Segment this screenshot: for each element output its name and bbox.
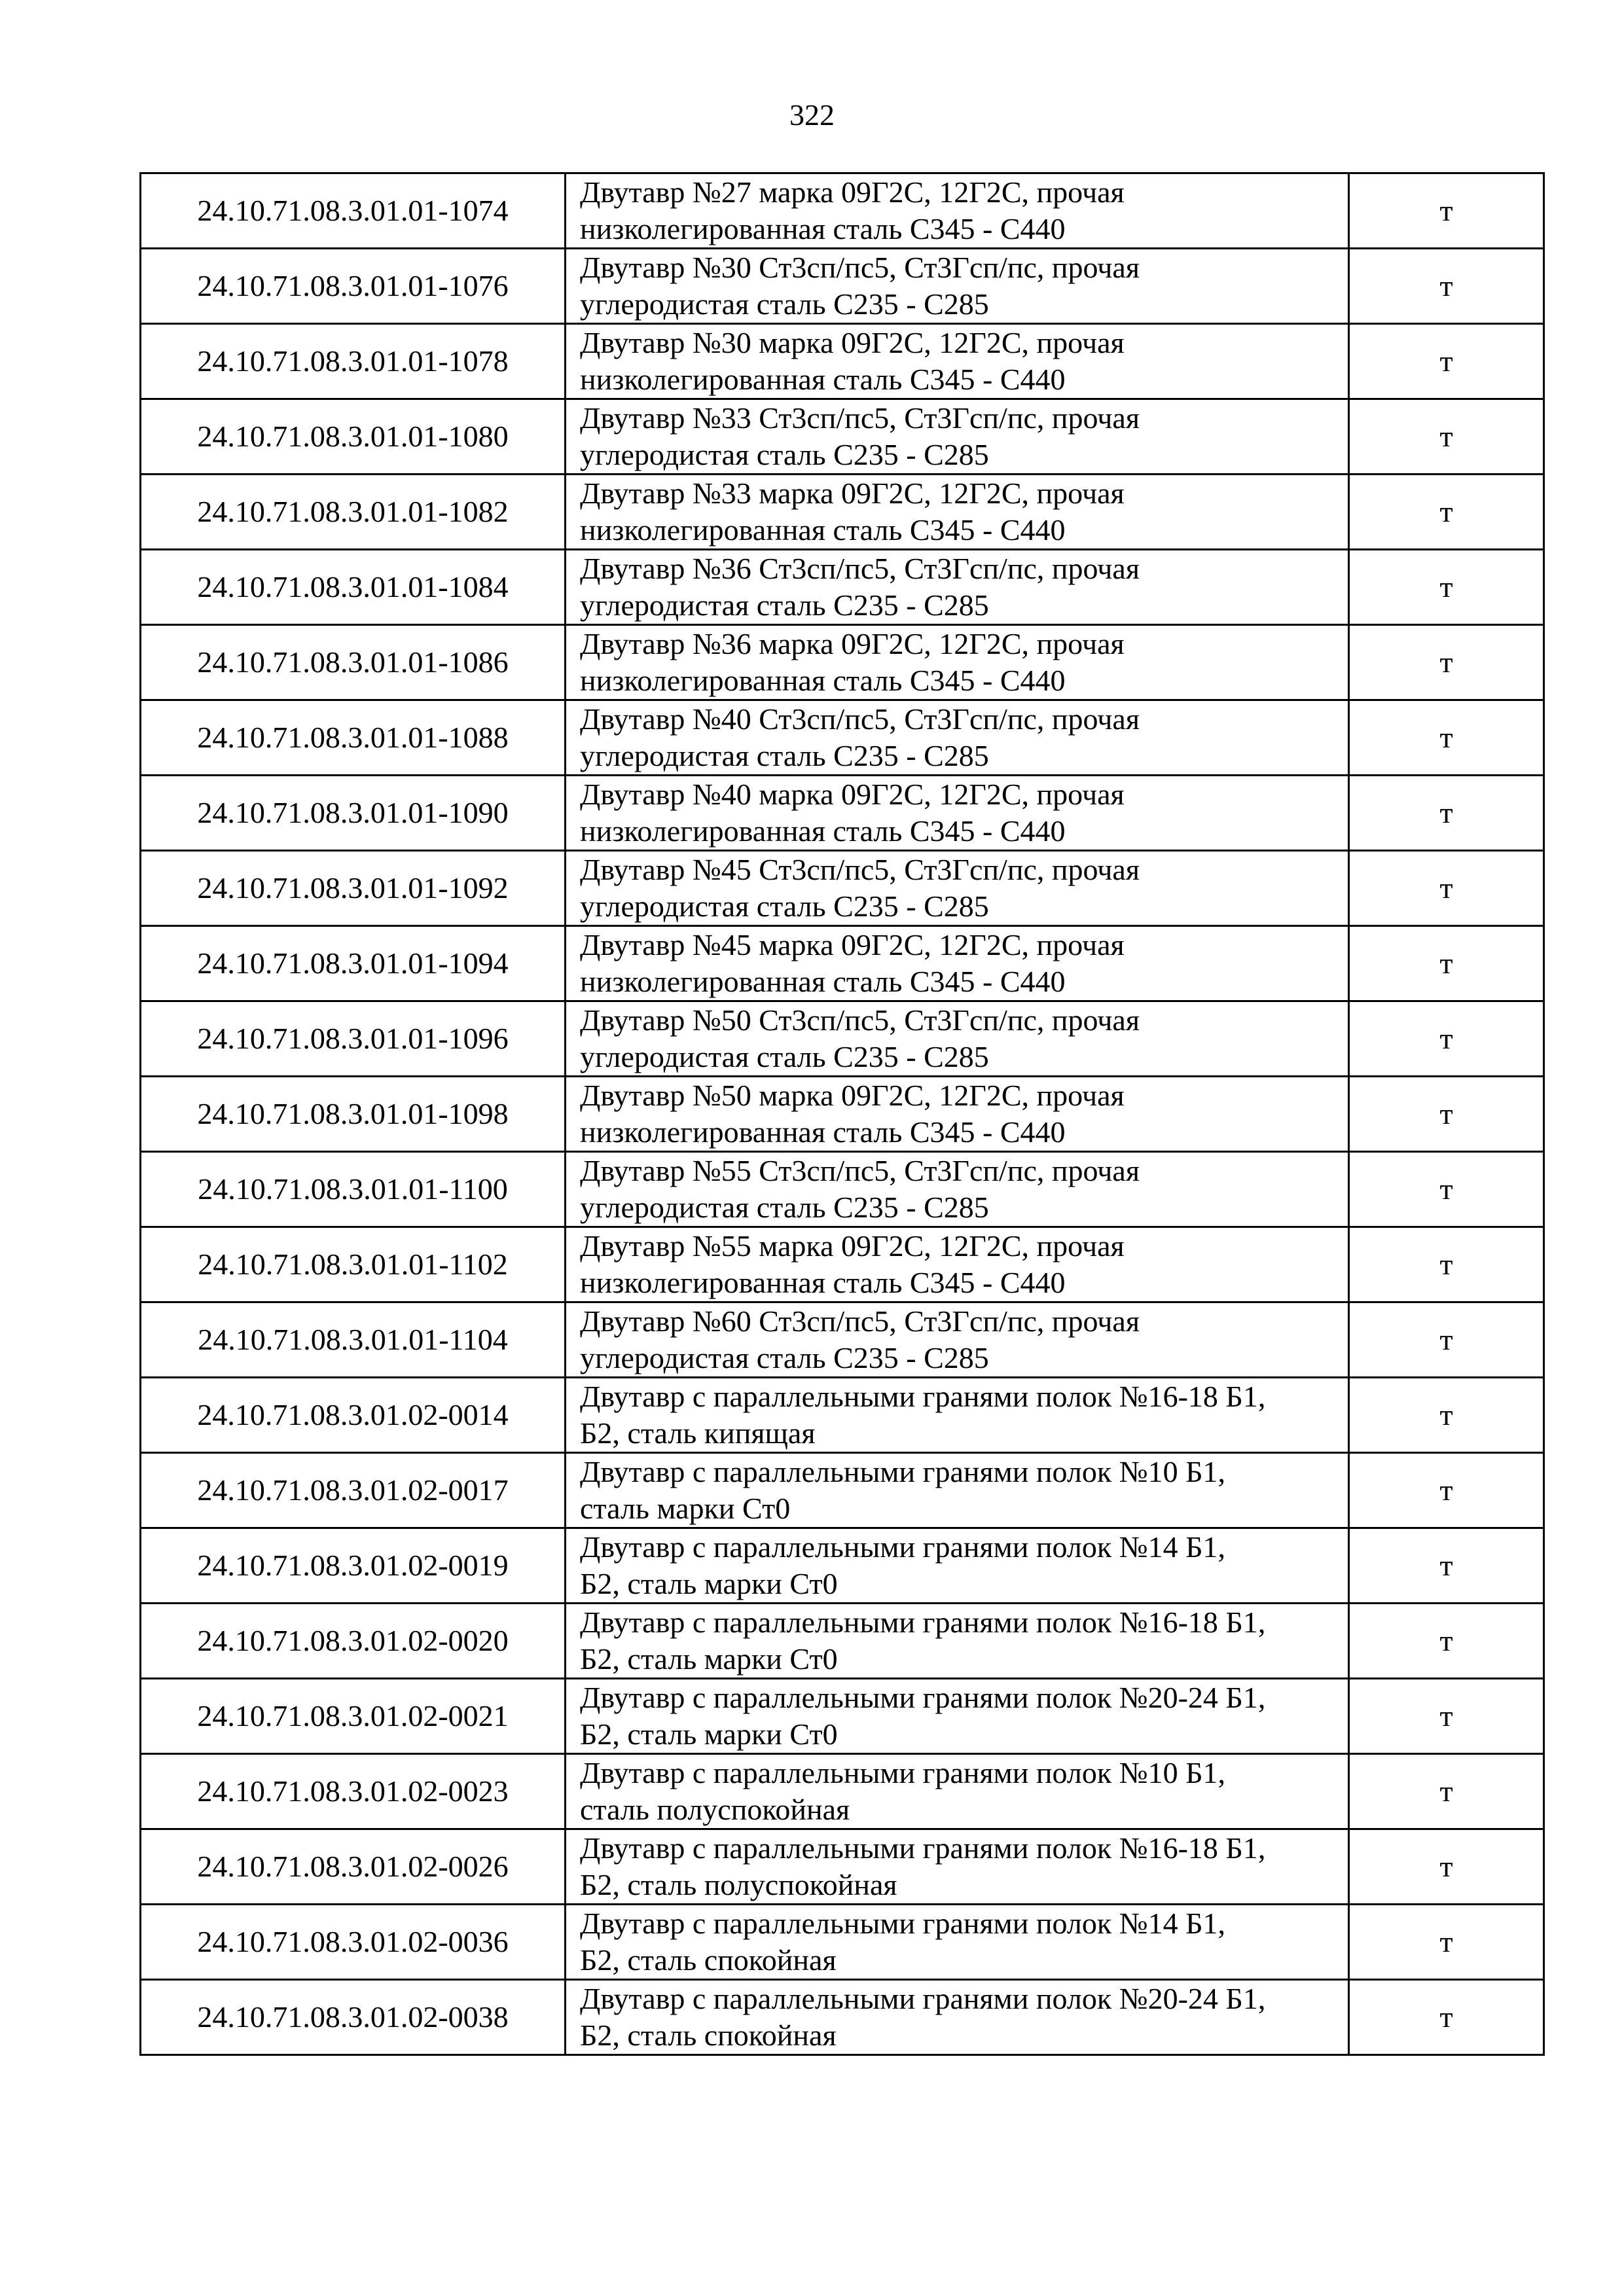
resource-name-line-1: Двутавр №60 Ст3сп/пс5, Ст3Гсп/пс, прочая <box>580 1304 1140 1338</box>
table-row <box>141 1679 1544 1754</box>
resource-code: 24.10.71.08.3.01.01-1096 <box>141 1001 566 1077</box>
resource-name-line-1: Двутавр с параллельными гранями полок №14 Б1, <box>580 1530 1226 1564</box>
table-row <box>141 1001 1544 1077</box>
resource-name-line-2: сталь полуспокойная <box>580 1793 850 1826</box>
resource-name-line-1: Двутавр №45 Ст3сп/пс5, Ст3Гсп/пс, прочая <box>580 853 1140 886</box>
resource-name-line-1: Двутавр №30 марка 09Г2С, 12Г2С, прочая <box>580 326 1125 359</box>
table-row <box>141 1077 1544 1152</box>
resource-name <box>566 851 1349 926</box>
resource-code: 24.10.71.08.3.01.02-0014 <box>141 1378 566 1453</box>
resource-name-line-1: Двутавр №50 Ст3сп/пс5, Ст3Гсп/пс, прочая <box>580 1003 1140 1037</box>
unit-of-measure: т <box>1349 1905 1544 1980</box>
resource-name-line-2: Б2, сталь кипящая <box>580 1416 816 1450</box>
resource-code: 24.10.71.08.3.01.01-1084 <box>141 550 566 625</box>
table-row <box>141 1453 1544 1528</box>
resource-name-line-2: углеродистая сталь С235 - С285 <box>580 1040 989 1073</box>
resource-name-line-1: Двутавр №33 марка 09Г2С, 12Г2С, прочая <box>580 476 1125 510</box>
table-row <box>141 1980 1544 2055</box>
resource-name-line-2: углеродистая сталь С235 - С285 <box>580 739 989 772</box>
resource-code: 24.10.71.08.3.01.02-0036 <box>141 1905 566 1980</box>
resource-name <box>566 173 1349 249</box>
resource-code: 24.10.71.08.3.01.01-1082 <box>141 475 566 550</box>
resource-name <box>566 475 1349 550</box>
resource-name-line-2: низколегированная сталь С345 - С440 <box>580 1266 1066 1299</box>
table-row <box>141 249 1544 324</box>
resource-name <box>566 700 1349 776</box>
resource-name <box>566 1227 1349 1302</box>
resource-code: 24.10.71.08.3.01.01-1076 <box>141 249 566 324</box>
resource-name-line-1: Двутавр с параллельными гранями полок №16-18 Б1, <box>580 1605 1266 1639</box>
resource-name-line-1: Двутавр с параллельными гранями полок №10 Б1, <box>580 1756 1226 1789</box>
unit-of-measure: т <box>1349 1604 1544 1679</box>
resource-name-line-2: Б2, сталь марки Ст0 <box>580 1567 838 1600</box>
resource-name-line-1: Двутавр №36 марка 09Г2С, 12Г2С, прочая <box>580 627 1125 660</box>
table-row <box>141 475 1544 550</box>
resource-name <box>566 1302 1349 1378</box>
resource-code: 24.10.71.08.3.01.02-0020 <box>141 1604 566 1679</box>
resource-name-line-2: углеродистая сталь С235 - С285 <box>580 588 989 622</box>
resource-name-line-2: Б2, сталь спокойная <box>580 2018 837 2052</box>
unit-of-measure: т <box>1349 926 1544 1001</box>
table-row <box>141 1829 1544 1905</box>
resource-code: 24.10.71.08.3.01.01-1104 <box>141 1302 566 1378</box>
resource-name-line-1: Двутавр №40 марка 09Г2С, 12Г2С, прочая <box>580 778 1125 811</box>
resource-name-line-1: Двутавр №55 Ст3сп/пс5, Ст3Гсп/пс, прочая <box>580 1154 1140 1187</box>
unit-of-measure: т <box>1349 625 1544 700</box>
unit-of-measure: т <box>1349 324 1544 399</box>
resource-code: 24.10.71.08.3.01.02-0019 <box>141 1528 566 1604</box>
unit-of-measure: т <box>1349 475 1544 550</box>
resource-name-line-1: Двутавр с параллельными гранями полок №14 Б1, <box>580 1907 1226 1940</box>
resource-name-line-2: низколегированная сталь С345 - С440 <box>580 965 1066 998</box>
resource-code: 24.10.71.08.3.01.01-1098 <box>141 1077 566 1152</box>
table-row <box>141 399 1544 475</box>
table-row <box>141 851 1544 926</box>
unit-of-measure: т <box>1349 1152 1544 1227</box>
resource-name-line-2: углеродистая сталь С235 - С285 <box>580 1191 989 1224</box>
resource-code: 24.10.71.08.3.01.01-1090 <box>141 776 566 851</box>
resource-name-line-1: Двутавр №33 Ст3сп/пс5, Ст3Гсп/пс, прочая <box>580 401 1140 435</box>
resource-name-line-2: углеродистая сталь С235 - С285 <box>580 1341 989 1374</box>
resource-name-line-1: Двутавр с параллельными гранями полок №20-24 Б1, <box>580 1982 1266 2015</box>
unit-of-measure: т <box>1349 1754 1544 1829</box>
unit-of-measure: т <box>1349 851 1544 926</box>
unit-of-measure: т <box>1349 1227 1544 1302</box>
unit-of-measure: т <box>1349 1980 1544 2055</box>
unit-of-measure: т <box>1349 1679 1544 1754</box>
resource-name <box>566 399 1349 475</box>
table-row <box>141 324 1544 399</box>
resource-code: 24.10.71.08.3.01.01-1100 <box>141 1152 566 1227</box>
resource-name-line-1: Двутавр №45 марка 09Г2С, 12Г2С, прочая <box>580 928 1125 961</box>
resource-name <box>566 625 1349 700</box>
resource-name <box>566 1980 1349 2055</box>
materials-table <box>139 172 1545 2056</box>
resource-name-line-2: низколегированная сталь С345 - С440 <box>580 814 1066 848</box>
resource-name <box>566 1001 1349 1077</box>
table-row <box>141 1378 1544 1453</box>
table-row <box>141 1227 1544 1302</box>
unit-of-measure: т <box>1349 1528 1544 1604</box>
resource-name-line-1: Двутавр №27 марка 09Г2С, 12Г2С, прочая <box>580 175 1125 209</box>
unit-of-measure: т <box>1349 1001 1544 1077</box>
resource-name-line-1: Двутавр №40 Ст3сп/пс5, Ст3Гсп/пс, прочая <box>580 702 1140 736</box>
unit-of-measure: т <box>1349 776 1544 851</box>
resource-code: 24.10.71.08.3.01.01-1102 <box>141 1227 566 1302</box>
resource-name <box>566 776 1349 851</box>
unit-of-measure: т <box>1349 1378 1544 1453</box>
resource-name-line-1: Двутавр №50 марка 09Г2С, 12Г2С, прочая <box>580 1079 1125 1112</box>
resource-code: 24.10.71.08.3.01.01-1088 <box>141 700 566 776</box>
resource-name <box>566 324 1349 399</box>
resource-name-line-1: Двутавр №55 марка 09Г2С, 12Г2С, прочая <box>580 1229 1125 1263</box>
resource-name <box>566 1754 1349 1829</box>
resource-code: 24.10.71.08.3.01.01-1074 <box>141 173 566 249</box>
resource-name-line-2: Б2, сталь марки Ст0 <box>580 1642 838 1676</box>
resource-name <box>566 1679 1349 1754</box>
table-row <box>141 625 1544 700</box>
resource-name <box>566 249 1349 324</box>
resource-name <box>566 1528 1349 1604</box>
resource-name-line-2: углеродистая сталь С235 - С285 <box>580 287 989 321</box>
resource-code: 24.10.71.08.3.01.01-1094 <box>141 926 566 1001</box>
resource-name <box>566 1378 1349 1453</box>
resource-name-line-1: Двутавр с параллельными гранями полок №20-24 Б1, <box>580 1681 1266 1714</box>
resource-name-line-2: сталь марки Ст0 <box>580 1492 791 1525</box>
unit-of-measure: т <box>1349 700 1544 776</box>
unit-of-measure: т <box>1349 550 1544 625</box>
resource-name-line-1: Двутавр №36 Ст3сп/пс5, Ст3Гсп/пс, прочая <box>580 552 1140 585</box>
table-row <box>141 776 1544 851</box>
resource-name-line-1: Двутавр с параллельными гранями полок №16-18 Б1, <box>580 1831 1266 1865</box>
page-number: 322 <box>789 98 835 132</box>
resource-name <box>566 550 1349 625</box>
resource-name-line-2: низколегированная сталь С345 - С440 <box>580 664 1066 697</box>
resource-name <box>566 1604 1349 1679</box>
resource-name-line-2: низколегированная сталь С345 - С440 <box>580 212 1066 245</box>
table-row <box>141 550 1544 625</box>
resource-name-line-2: углеродистая сталь С235 - С285 <box>580 889 989 923</box>
resource-name-line-1: Двутавр с параллельными гранями полок №16-18 Б1, <box>580 1380 1266 1413</box>
resource-name <box>566 1829 1349 1905</box>
resource-name-line-2: углеродистая сталь С235 - С285 <box>580 438 989 471</box>
resource-name <box>566 926 1349 1001</box>
resource-name-line-1: Двутавр №30 Ст3сп/пс5, Ст3Гсп/пс, прочая <box>580 251 1140 284</box>
table-row <box>141 1152 1544 1227</box>
unit-of-measure: т <box>1349 1077 1544 1152</box>
resource-code: 24.10.71.08.3.01.02-0038 <box>141 1980 566 2055</box>
table-row <box>141 173 1544 249</box>
unit-of-measure: т <box>1349 399 1544 475</box>
unit-of-measure: т <box>1349 249 1544 324</box>
table-row <box>141 926 1544 1001</box>
table-row <box>141 1604 1544 1679</box>
resource-name-line-1: Двутавр с параллельными гранями полок №10 Б1, <box>580 1455 1226 1488</box>
resource-code: 24.10.71.08.3.01.02-0026 <box>141 1829 566 1905</box>
resource-code: 24.10.71.08.3.01.02-0023 <box>141 1754 566 1829</box>
resource-code: 24.10.71.08.3.01.01-1078 <box>141 324 566 399</box>
resource-code: 24.10.71.08.3.01.01-1086 <box>141 625 566 700</box>
resource-name-line-2: низколегированная сталь С345 - С440 <box>580 1115 1066 1149</box>
table-row <box>141 1528 1544 1604</box>
resource-name-line-2: Б2, сталь спокойная <box>580 1943 837 1977</box>
table-row <box>141 1754 1544 1829</box>
unit-of-measure: т <box>1349 1302 1544 1378</box>
resource-name-line-2: низколегированная сталь С345 - С440 <box>580 363 1066 396</box>
table-row <box>141 700 1544 776</box>
resource-name-line-2: Б2, сталь марки Ст0 <box>580 1717 838 1751</box>
unit-of-measure: т <box>1349 1453 1544 1528</box>
unit-of-measure: т <box>1349 173 1544 249</box>
resource-name <box>566 1152 1349 1227</box>
resource-code: 24.10.71.08.3.01.02-0021 <box>141 1679 566 1754</box>
resource-name-line-2: низколегированная сталь С345 - С440 <box>580 513 1066 547</box>
resource-code: 24.10.71.08.3.01.01-1080 <box>141 399 566 475</box>
table-row <box>141 1302 1544 1378</box>
unit-of-measure: т <box>1349 1829 1544 1905</box>
resource-name <box>566 1905 1349 1980</box>
resource-name <box>566 1077 1349 1152</box>
resource-code: 24.10.71.08.3.01.02-0017 <box>141 1453 566 1528</box>
table-row <box>141 1905 1544 1980</box>
resource-name <box>566 1453 1349 1528</box>
resource-code: 24.10.71.08.3.01.01-1092 <box>141 851 566 926</box>
resource-name-line-2: Б2, сталь полуспокойная <box>580 1868 897 1901</box>
